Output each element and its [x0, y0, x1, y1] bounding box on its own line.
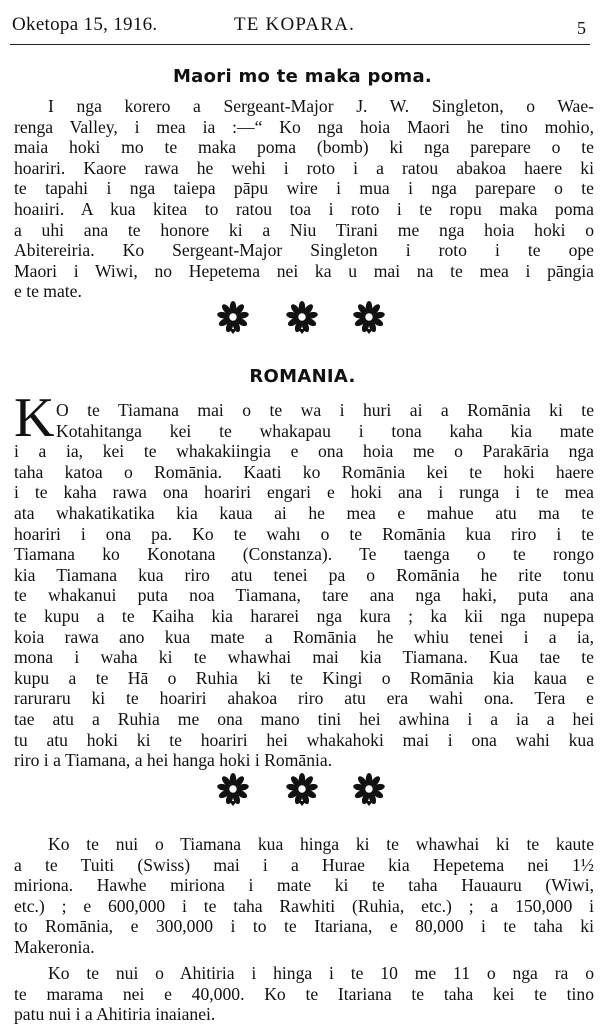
- article-body-austrian-losses: [14, 963, 594, 1025]
- text-line: kia Tiamana kua riro atu tenei pa o Romānia he rite tonu: [14, 564, 594, 585]
- page-header: [10, 6, 590, 40]
- text-line: etc.) ; e 600,000 i te taha Rawhiti (Ruhia, etc.) ; a 150,000 i: [14, 895, 594, 916]
- flower-ornament-icon: [216, 300, 250, 334]
- text-line: ata whakatikatika kia kaua ai he mea e mahue atu ma te: [14, 502, 594, 523]
- text-line: kupu a te Hā o Ruhia ki te Kingi o Romānia kia kaua e: [14, 667, 594, 688]
- text-line: patu nui i a Ahitiria inaianei.: [14, 1004, 216, 1025]
- text-line: Tiamana ko Konotana (Constanza). Te taenga o te rongo: [14, 544, 594, 565]
- article-heading-romania: ROMANIA.: [249, 366, 356, 387]
- ornament-divider: [0, 300, 605, 340]
- text-line: e te mate.: [14, 281, 82, 302]
- text-line: mona i waha ki te whawhai mai kia Tiamana. Kua tae te: [14, 647, 594, 668]
- text-line: te marama nei e 40,000. Ko te Itariana te taha kei te tino: [14, 983, 594, 1004]
- header-rule: [10, 44, 590, 45]
- drop-cap-letter: K: [14, 387, 55, 449]
- text-line: raruraru ki te hoariri ahakoa riro atu era wahi ona. Tera e: [14, 688, 594, 709]
- text-line: Ko te nui o Tiamana kua hinga ki te whawhai ki te kaute: [48, 834, 594, 854]
- text-line: taha katoa o Romānia. Kaati ko Romānia kei te hoki haere: [14, 461, 594, 482]
- text-line: tae atu a Ruhia me ona mano tini hei awhina i a ia a hei: [14, 708, 594, 729]
- article-body-romania: [14, 400, 594, 771]
- text-line: hoariri i ona pa. Ko te wahı o te Romānia kua riro i te: [14, 523, 594, 544]
- text-line: tu atu hoki ki te hoariri hei whakahoki mai i ona wahi kua: [14, 729, 594, 750]
- text-line: to Romānia, e 300,000 i to te Itariana, e 80,000 i te taha ki: [14, 916, 594, 937]
- text-line: te whakanui puta noa Tiamana, tare ana nga haki, puta ana: [14, 585, 594, 606]
- text-line: i te kaha rawa ona hoariri engari e hoki ana i runga i te mea: [14, 482, 594, 503]
- text-line: hoaıiri. A kua kitea to ratou toa i roto i te ropu maka poma: [14, 198, 594, 219]
- newspaper-title: TE KOPARA.: [234, 14, 356, 35]
- article-body-maori-bombers: [14, 96, 594, 302]
- text-line: te tapahi i nga taiepa pāpu wire i mua i nga parepare o te: [14, 178, 594, 199]
- flower-ornament-icon: [285, 300, 319, 334]
- text-line: koia rawa ano kua mate a Romānia he whiu tenei i a ia,: [14, 626, 594, 647]
- article-heading-maori-bombers: Maori mo te maka poma.: [172, 66, 433, 87]
- flower-ornament-icon: [285, 772, 319, 806]
- page-number: 5: [577, 18, 586, 38]
- flower-ornament-icon: [216, 772, 250, 806]
- issue-date: Oketopa 15, 1916.: [12, 14, 158, 35]
- text-line: maia hoki mo te maka poma (bomb) ki nga parepare o te: [14, 137, 594, 158]
- article-body-german-losses: [14, 834, 594, 958]
- ornament-divider: [0, 772, 605, 812]
- text-line: a te Tuiti (Swiss) mai i a Hurae kia Hepetema nei 1½: [14, 854, 594, 875]
- text-line: Maori i Wiwi, no Hepetema nei ka u mai na te mea i pāngia: [14, 260, 594, 281]
- text-line: renga Valley, i mea ia :—“ Ko nga hoia Maori he tino mohio,: [14, 116, 594, 137]
- text-line: i a ia, kei te whakakiingia e ona hoia me o Parakāria nga: [14, 441, 594, 462]
- text-line: te kupu a te Kaiha kia hararei nga kura ; ka kii nga nupepa: [14, 605, 594, 626]
- flower-ornament-icon: [352, 772, 386, 806]
- text-line: riro i a Tiamana, a hei hanga hoki i Romānia.: [14, 750, 333, 771]
- text-line: Kotahitanga kei te whakapau i tona kaha kia mate: [56, 420, 594, 441]
- text-line: a uhi ana te honore ki a Niu Tirani me nga hoia hoki o: [14, 219, 594, 240]
- text-line: miriona. Hawhe miriona i mate ki te taha Hauauru (Wiwi,: [14, 875, 594, 896]
- text-line: hoariri. Kaore rawa he wehi i roto i a ratou abakoa haere ki: [14, 157, 594, 178]
- text-line: O te Tiamana mai o te wa i huri ai a Romānia ki te: [56, 400, 594, 420]
- text-line: I nga korero a Sergeant-Major J. W. Singleton, o Wae-: [48, 96, 594, 116]
- text-line: Makeronia.: [14, 936, 95, 957]
- flower-ornament-icon: [352, 300, 386, 334]
- text-line: Abitereiria. Ko Sergeant-Major Singleton i roto i te ope: [14, 240, 594, 261]
- text-line: Ko te nui o Ahitiria i hinga i te 10 me 11 o nga ra o: [48, 963, 594, 983]
